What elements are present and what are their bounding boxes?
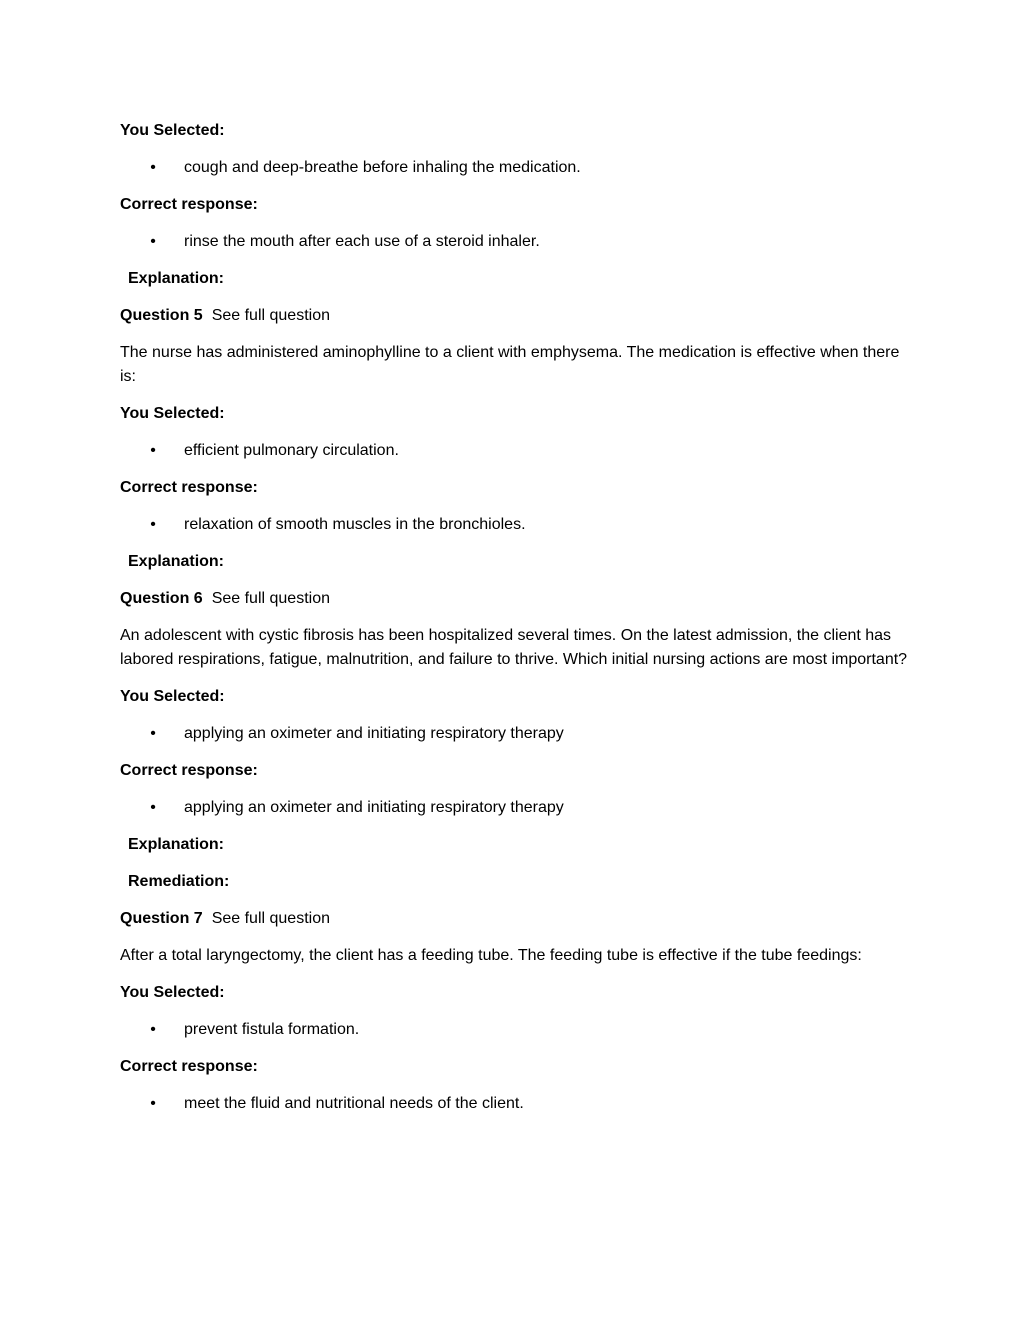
correct-answer-item [120,796,910,820]
correct-answer-item [120,230,910,254]
question-number: Question 7 [120,910,203,927]
correct-answer-text: applying an oximeter and initiating respiratory therapy [184,799,564,816]
correct-answer-text: meet the fluid and nutritional needs of the client. [184,1095,524,1112]
document-page [120,119,910,1129]
bullet-icon: • [150,233,156,250]
question-5-header [120,304,910,328]
correct-answer-text: rinse the mouth after each use of a steroid inhaler. [184,233,540,250]
question-stem: The nurse has administered aminophylline to a client with emphysema. The medication is effective when there is: [120,344,900,385]
bullet-icon: • [150,1021,156,1038]
see-full-question-link[interactable]: See full question [211,590,330,607]
explanation-label: Explanation: [128,836,225,853]
bullet-icon: • [150,159,156,176]
bullet-icon: • [150,1095,156,1112]
remediation-label: Remediation: [128,873,230,890]
selected-answer-item [120,439,910,463]
bullet-icon: • [150,442,156,459]
selected-answer-text: cough and deep-breathe before inhaling the medication. [184,159,581,176]
selected-answer-item [120,1018,910,1042]
bullet-icon: • [150,799,156,816]
selected-answer-item [120,722,910,746]
you-selected-label: You Selected: [120,122,225,139]
correct-response-label: Correct response: [120,196,258,213]
correct-response-label: Correct response: [120,1058,258,1075]
question-6-header [120,587,910,611]
question-number: Question 6 [120,590,203,607]
bullet-icon: • [150,516,156,533]
correct-answer-text: relaxation of smooth muscles in the bronchioles. [184,516,526,533]
see-full-question-link[interactable]: See full question [211,910,330,927]
correct-response-label: Correct response: [120,762,258,779]
you-selected-label: You Selected: [120,405,225,422]
question-stem: After a total laryngectomy, the client has a feeding tube. The feeding tube is effective if the tube feedings: [120,947,862,964]
you-selected-label: You Selected: [120,688,225,705]
selected-answer-text: efficient pulmonary circulation. [184,442,399,459]
selected-answer-text: applying an oximeter and initiating respiratory therapy [184,725,564,742]
you-selected-label: You Selected: [120,984,225,1001]
question-stem: An adolescent with cystic fibrosis has been hospitalized several times. On the latest admission, the client has labored respirations, fatigue, malnutrition, and failure to thrive. Which initial nursing actions are most important? [120,627,908,668]
see-full-question-link[interactable]: See full question [211,307,330,324]
correct-answer-item [120,513,910,537]
explanation-label: Explanation: [128,270,225,287]
correct-response-label: Correct response: [120,479,258,496]
question-7-header [120,907,910,931]
correct-answer-item [120,1092,910,1116]
explanation-label: Explanation: [128,553,225,570]
question-number: Question 5 [120,307,203,324]
bullet-icon: • [150,725,156,742]
selected-answer-item [120,156,910,180]
selected-answer-text: prevent fistula formation. [184,1021,360,1038]
